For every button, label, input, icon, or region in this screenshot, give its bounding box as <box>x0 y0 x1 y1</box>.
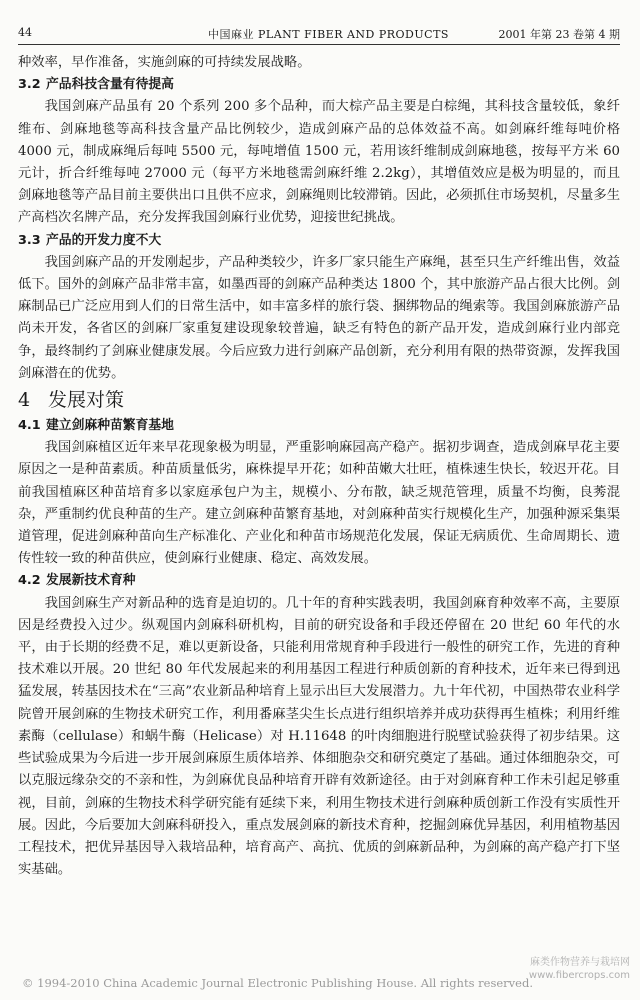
watermark-url: www.fibercrops.com <box>528 970 630 981</box>
section-number: 4.1 <box>18 418 41 434</box>
section-4-heading <box>18 385 620 415</box>
section-title: 发展对策 <box>48 389 125 412</box>
section-number: 3.3 <box>18 232 41 248</box>
section-4-1-paragraph: 我国剑麻植区近年来早花现象极为明显，严重影响麻园高产稳产。据初步调查，造成剑麻早花主要原因之一是种苗素质。种苗质量低劣，麻株提早开花；如种苗嫩大壮旺，植株速生快长，较迟开花。目前我国植麻区种苗培育多以家庭承包户为主，规模小、分布散，缺乏规范管理，质量不均衡，良莠混杂，严重制约优良种苗的生产。建立剑麻种苗繁育基地，对剑麻种苗实行规模化生产，加强种源采集渠道管理，促进剑麻种苗向生产标准化、产业化和种苗市场规范化发展，保证无病质优、生命周期长、遗传性较一致的种苗供应，使剑麻行业健康、稳定、高效发展。 <box>18 440 620 567</box>
running-header <box>18 24 620 45</box>
watermark-title: 麻类作物营养与栽培网 <box>530 957 630 968</box>
section-title: 发展新技术育种 <box>46 573 136 589</box>
section-4-1-heading <box>18 415 620 437</box>
section-number: 4 <box>18 389 31 412</box>
section-3-2-paragraph: 我国剑麻产品虽有 20 个系列 200 多个品种，而大棕产品主要是白棕绳，其科技含量较低，象纤维布、剑麻地毯等高科技含量产品比例较少，造成剑麻产品的总体效益不高。如剑麻纤维每吨价格 4000 元，制成麻绳后每吨 5500 元，每吨增值 1500 元，若用该纤维制成剑麻地毯，按每平方米 60 元计，折合纤维每吨 27000 元（每平方米地毯需剑麻纤维 2.2kg），其增值效应是极为明显的，而且剑麻地毯等产品目前主要供出口且供不应求，剑麻绳则比较滞销。因此，必须抓住市场契机，尽量多生产高档次名牌产品，充分发挥我国剑麻行业优势，迎接世纪挑战。 <box>18 99 620 226</box>
section-title: 产品的开发力度不大 <box>46 232 162 248</box>
issue-info: 2001 年第 23 卷第 4 期 <box>498 28 620 41</box>
section-3-3-heading <box>18 230 620 252</box>
section-title: 建立剑麻种苗繁育基地 <box>46 418 174 434</box>
section-3-3-paragraph: 我国剑麻产品的开发刚起步，产品种类较少，许多厂家只能生产麻绳，甚至只生产纤维出售，效益低下。国外的剑麻产品非常丰富，如墨西哥的剑麻产品种类达 1800 个，其中旅游产品占很大比例。剑麻制品已广泛应用到人们的日常生活中，如丰富多样的旅行袋、捆绑物品的绳索等。我国剑麻旅游产品尚未开发，各省区的剑麻厂家重复建设现象较普遍，缺乏有特色的新产品开发，造成剑麻行业内部竞争，最终制约了剑麻业健康发展。今后应致力进行剑麻产品创新，充分利用有限的热带资源，发挥我国剑麻潜在的优势。 <box>18 254 620 381</box>
section-3-2-heading <box>18 74 620 96</box>
page-number: 44 <box>18 26 32 39</box>
section-4-2-heading <box>18 570 620 592</box>
intro-paragraph: 种效率，早作准备，实施剑麻的可持续发展战略。 <box>18 55 311 70</box>
journal-name: 中国麻业 PLANT FIBER AND PRODUCTS <box>208 28 449 41</box>
section-number: 4.2 <box>18 573 41 589</box>
section-title: 产品科技含量有待提高 <box>46 77 174 93</box>
section-number: 3.2 <box>18 77 41 93</box>
article-body <box>18 52 620 881</box>
copyright-footer: © 1994-2010 China Academic Journal Electronic Publishing House. All rights reserved. <box>22 976 533 990</box>
section-4-2-paragraph: 我国剑麻生产对新品种的选育是迫切的。几十年的育种实践表明，我国剑麻育种效率不高，主要原因是经费投入过少。纵观国内剑麻科研机构，目前的研究设备和手段还停留在 20 世纪 60 年代的水平，由于长期的经费不足，难以更新设备，只能利用常规育种手段进行一般性的研究工作，先进的育种技术难以开展。20 世纪 80 年代发展起来的利用基因工程进行种质创新的育种技术，近年来已得到迅猛发展，转基因技术在“三高”农业新品种培育上显示出巨大发展潜力。九十年代初，中国热带农业科学院曾开展剑麻的生物技术研究工作，利用番麻茎尖生长点进行组织培养并成功获得再生植株；利用纤维素酶（cellulase）和蜗牛酶（Helicase）对 H.11648 的叶肉细胞进行脱壁试验获得了初步结果。这些试验成果为今后进一步开展剑麻原生质体培养、体细胞杂交和研究奠定了基础。通过体细胞杂交，可以克服远缘杂交的不亲和性，为剑麻优良品种培育开辟有效新途径。由于对剑麻育种工作未引起足够重视，目前，剑麻的生物技术科学研究能有延续下来，利用生物技术进行剑麻种质创新工作没有实质性开展。因此，今后要加大剑麻科研投入，重点发展剑麻的新技术育种，挖掘剑麻优异基因，利用植物基因工程技术，把优异基因导入栽培品种，培育高产、高抗、优质的剑麻新品种，为剑麻的高产稳产打下坚实基础。 <box>18 595 620 878</box>
